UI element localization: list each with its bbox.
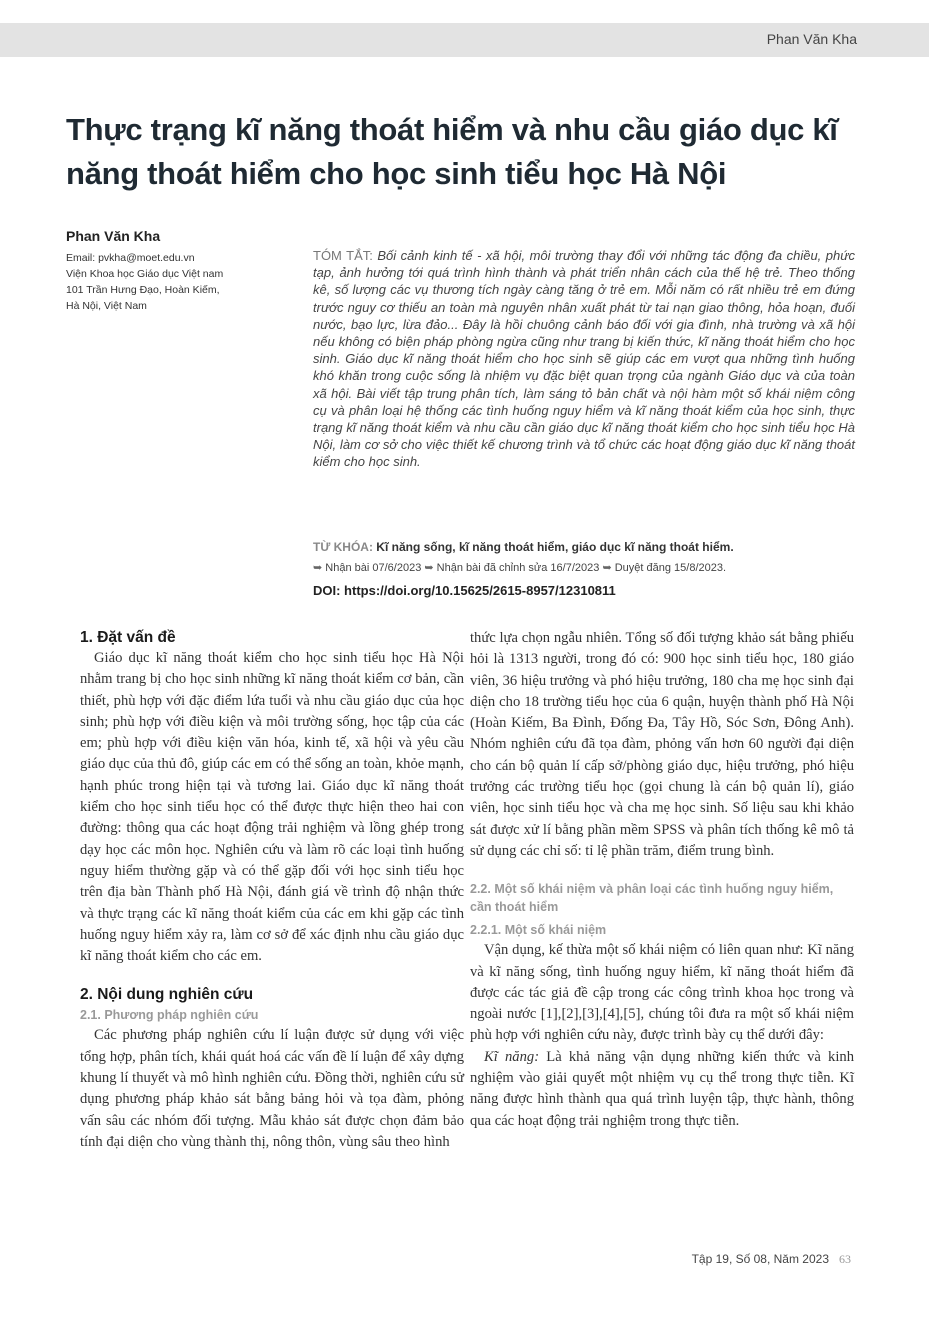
abstract-label: TÓM TẮT: [313,248,373,263]
arrow-right-icon: ➥ [602,562,612,574]
author-email: Email: pvkha@moet.edu.vn [66,252,195,264]
author-address-line2: Hà Nội, Việt Nam [66,300,147,312]
section-2-1-paragraph: Các phương pháp nghiên cứu lí luận được sử dụng với việc tổng hợp, phân tích, khái quát hoá các vấn đề lí luận để xây dựng khung lí thuyết và mô hình nghiên cứu. Đồng thời, nghiên cứu sử dụng phương pháp khảo sát bằng bảng hỏi và tọa đàm, phỏng vấn sâu các nhóm đối tượng. Mẫu khảo sát được chọn đảm bảo tính đại diện cho vùng thành thị, nông thôn, vùng sâu theo hình [80,1027,464,1150]
skill-term: Kĩ năng: [484,1048,540,1065]
author-institute: Viện Khoa học Giáo dục Việt nam [66,268,224,280]
section-1-paragraph: Giáo dục kĩ năng thoát kiểm cho học sinh tiểu học Hà Nội nhằm trang bị cho học sinh những kĩ năng thoát kiểm cơ bản, cần thiết, phù hợp với đặc điểm lứa tuổi và nhu cầu giáo dục của học sinh; phù hợp với điều kiện và môi trường sống, học tập của các em; phù hợp với điều kiện văn hóa, kinh tế, xã hội và yêu cầu giáo dục của thủ đô, giúp các em có thể sống an toàn, khỏe mạnh, hạnh phúc trong hiện tại và tương lai. Giáo dục kĩ năng thoát kiểm cho học sinh tiểu học có thể được thực hiện theo hai con đường: thông qua các hoạt động trải nghiệm và lồng ghép trong dạy học các môn học. Nghiên cứu và làm rõ các loại tình huống nguy hiểm thường gặp và có thể gặp đối với học sinh tiểu học trên địa bàn Thành phố Hà Nội, đánh giá về trình độ nhận thức và thực trạng các kĩ năng thoát kiểm của các em khi gặp các tình huống nguy hiểm xảy ra, làm cơ sở để xác định nhu cầu giáo dục kĩ năng thoát kiểm cho các em. [80,650,464,965]
arrow-right-icon: ➥ [313,562,323,574]
right-column [470,628,854,1132]
author-name: Phan Văn Kha [66,228,161,244]
abstract [313,247,855,471]
running-header-author: Phan Văn Kha [766,31,857,47]
keywords [313,540,858,554]
page-number: 63 [839,1252,851,1266]
skill-definition-paragraph [470,1047,854,1132]
section-2-1-paragraph-continued: thức lựa chọn ngẫu nhiên. Tổng số đối tượng khảo sát bằng phiếu hỏi là 1313 người, trong đó có: 900 học sinh tiểu học, 180 giáo viên, 36 hiệu trưởng và phó hiệu trưởng, 180 cha mẹ học sinh đại diện cho 18 trường tiểu học của 6 quận, huyện thành phố Hà Nội (Hoàn Kiếm, Ba Đình, Đống Đa, Tây Hồ, Sóc Sơn, Đông Anh). Nhóm nghiên cứu đã tọa đàm, phỏng vấn hơn 60 người đại diện cho cán bộ quản lí cấp sở/phòng giáo dục, hiệu trưởng, phó hiệu trưởng các trường tiểu học (gọi chung là cán bộ quản lí), giáo viên, học sinh tiểu học và cha mẹ học sinh. Số liệu sau khi khảo sát được xử lí bằng phần mềm SPSS và phân tích thống kê mô tả sử dụng các chỉ số: tỉ lệ phần trăm, điểm trung bình. [470,630,854,859]
section-2-1-heading: 2.1. Phương pháp nghiên cứu [80,1008,259,1023]
page-footer [692,1252,851,1267]
keywords-label: TỪ KHÓA: [313,540,373,554]
issue-info: Tập 19, Số 08, Năm 2023 [691,1252,829,1266]
section-2-2-1-heading: 2.2.1. Một số khái niệm [470,923,607,938]
section-2-2-heading: 2.2. Một số khái niệm và phân loại các tình huống nguy hiểm, cần thoát hiểm [470,882,834,915]
arrow-right-icon: ➥ [424,562,434,574]
author-affiliation [66,250,286,314]
abstract-text: Bối cảnh kinh tế - xã hội, môi trường thay đổi với những tác động đa chiều, phức tạp, ảnh hưởng tới quá trình hình thành và phát triển nhân cách của thế hệ trẻ. Theo thống kê, số lượng các vụ thương tích ngày càng tăng ở trẻ em. Mỗi năm có rất nhiều trẻ em đứng trước nguy cơ thiếu an toàn mà nguyên nhân xuất phát từ tai nạn giao thông, hỏa hoạn, đuối nước, bạo lực, lừa đảo... Đây là hồi chuông cảnh báo đối với gia đình, nhà trường và xã hội nếu không có biện pháp phòng ngừa cũng như trang bị kiến thức, kĩ năng thoát hiểm cho học sinh. Giáo dục kĩ năng thoát hiểm cho học sinh sẽ giúp các em vượt qua những tình huống khó khăn trong cuộc sống là nhiệm vụ đặc biệt quan trọng của ngành Giáo dục và của toàn xã hội. Bài viết tập trung phân tích, làm sáng tỏ bản chất và nội hàm một số khái niệm công cụ và phân loại hệ thống các tình huống nguy hiểm và kĩ năng thoát kiểm của học sinh, thực trạng kĩ năng thoát kiểm và nhu cầu cần giáo dục kĩ năng thoát kiểm cho học sinh tiểu học Hà Nội, làm cơ sở cho việc thiết kế chương trình và tổ chức các hoạt động giáo dục kĩ năng thoát kiểm cho học sinh. [313,248,855,470]
submission-dates [313,561,858,574]
section-2-heading: 2. Nội dung nghiên cứu [80,986,254,1004]
skill-definition: Là khả năng vận dụng những kiến thức và kinh nghiệm vào giải quyết một nhiệm vụ cụ thể trong thực tiễn. Kĩ năng được hình thành qua quá trình luyện tập, thực hành, thông qua các hoạt động trải nghiệm trong thực tiễn. [470,1048,855,1129]
left-column [80,628,464,1153]
running-header [0,23,929,57]
doi-link[interactable]: DOI: https://doi.org/10.15625/2615-8957/12310811 [313,583,616,598]
author-address-line1: 101 Trần Hưng Đạo, Hoàn Kiếm, [66,284,220,296]
revised-date: Nhận bài đã chỉnh sửa 16/7/2023 [436,562,600,574]
accepted-date: Duyệt đăng 15/8/2023. [614,562,727,574]
section-2-2-1-paragraph: Vận dụng, kế thừa một số khái niệm có liên quan như: Kĩ năng và kĩ năng sống, tình huống nguy hiểm, kĩ năng thoát hiểm đã được các tác giả đề cập trong các công trình khoa học trong và ngoài nước [1],[2],[3],[4],[5], chúng tôi đưa ra một số khái niệm phù hợp với nghiên cứu này, được trình bày cụ thể dưới đây: [470,942,854,1044]
article-title: Thực trạng kĩ năng thoát hiểm và nhu cầu giáo dục kĩ năng thoát hiểm cho học sinh tiểu học Hà Nội [66,112,838,191]
received-date: Nhận bài 07/6/2023 [325,562,422,574]
keywords-text: Kĩ năng sống, kĩ năng thoát hiểm, giáo dục kĩ năng thoát hiểm. [376,540,734,554]
section-1-heading: 1. Đặt vấn đề [80,629,176,646]
